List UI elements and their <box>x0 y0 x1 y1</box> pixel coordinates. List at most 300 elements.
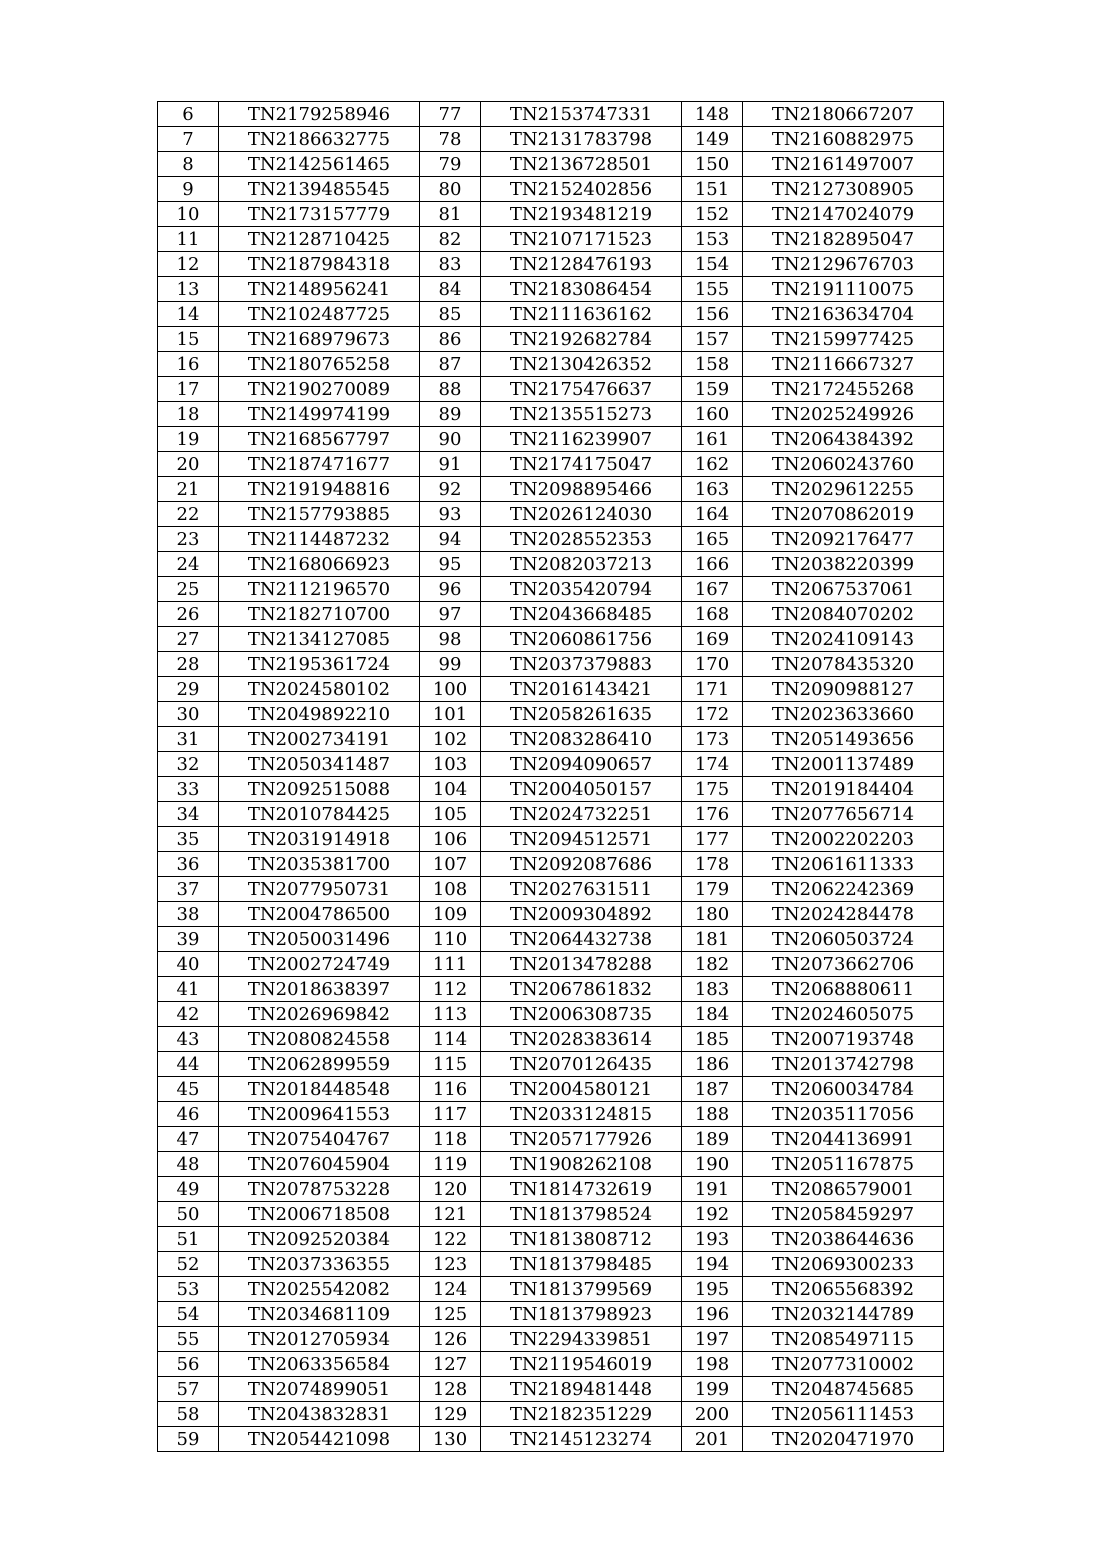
table-row <box>158 477 944 502</box>
row-number-cell: 96 <box>420 577 481 602</box>
table-row <box>158 752 944 777</box>
row-number-cell: 118 <box>420 1127 481 1152</box>
row-number-cell: 87 <box>420 352 481 377</box>
tracking-number-cell: TN2172455268 <box>743 377 944 402</box>
tracking-number-cell: TN2060503724 <box>743 927 944 952</box>
tracking-number-cell: TN2147024079 <box>743 202 944 227</box>
row-number-cell: 58 <box>158 1402 219 1427</box>
table-row <box>158 1252 944 1277</box>
row-number-cell: 20 <box>158 452 219 477</box>
row-number-cell: 195 <box>682 1277 743 1302</box>
tracking-number-cell: TN2077656714 <box>743 802 944 827</box>
row-number-cell: 52 <box>158 1252 219 1277</box>
tracking-number-cell: TN2065568392 <box>743 1277 944 1302</box>
tracking-number-cell: TN2007193748 <box>743 1027 944 1052</box>
row-number-cell: 93 <box>420 502 481 527</box>
row-number-cell: 98 <box>420 627 481 652</box>
tracking-number-cell: TN2098895466 <box>481 477 682 502</box>
tracking-number-cell: TN2134127085 <box>219 627 420 652</box>
tracking-number-cell: TN1813798485 <box>481 1252 682 1277</box>
row-number-cell: 97 <box>420 602 481 627</box>
row-number-cell: 91 <box>420 452 481 477</box>
table-row <box>158 277 944 302</box>
row-number-cell: 30 <box>158 702 219 727</box>
tracking-number-cell: TN2157793885 <box>219 502 420 527</box>
tracking-number-cell: TN2013742798 <box>743 1052 944 1077</box>
row-number-cell: 153 <box>682 227 743 252</box>
tracking-number-cell: TN2026124030 <box>481 502 682 527</box>
table-row <box>158 1027 944 1052</box>
row-number-cell: 38 <box>158 902 219 927</box>
row-number-cell: 165 <box>682 527 743 552</box>
tracking-number-cell: TN2006718508 <box>219 1202 420 1227</box>
table-row <box>158 402 944 427</box>
tracking-number-cell: TN2037379883 <box>481 652 682 677</box>
row-number-cell: 16 <box>158 352 219 377</box>
row-number-cell: 50 <box>158 1202 219 1227</box>
tracking-number-cell: TN2073662706 <box>743 952 944 977</box>
row-number-cell: 34 <box>158 802 219 827</box>
tracking-number-cell: TN2044136991 <box>743 1127 944 1152</box>
table-row <box>158 827 944 852</box>
row-number-cell: 40 <box>158 952 219 977</box>
row-number-cell: 114 <box>420 1027 481 1052</box>
tracking-number-cell: TN2018638397 <box>219 977 420 1002</box>
tracking-number-cell: TN2192682784 <box>481 327 682 352</box>
tracking-number-cell: TN2060861756 <box>481 627 682 652</box>
row-number-cell: 99 <box>420 652 481 677</box>
row-number-cell: 168 <box>682 602 743 627</box>
row-number-cell: 161 <box>682 427 743 452</box>
row-number-cell: 183 <box>682 977 743 1002</box>
tracking-number-cell: TN2168567797 <box>219 427 420 452</box>
row-number-cell: 48 <box>158 1152 219 1177</box>
row-number-cell: 100 <box>420 677 481 702</box>
tracking-number-cell: TN2092176477 <box>743 527 944 552</box>
row-number-cell: 197 <box>682 1327 743 1352</box>
table-row <box>158 652 944 677</box>
row-number-cell: 194 <box>682 1252 743 1277</box>
row-number-cell: 112 <box>420 977 481 1002</box>
row-number-cell: 113 <box>420 1002 481 1027</box>
row-number-cell: 21 <box>158 477 219 502</box>
tracking-number-cell: TN2139485545 <box>219 177 420 202</box>
tracking-number-cell: TN2080824558 <box>219 1027 420 1052</box>
row-number-cell: 28 <box>158 652 219 677</box>
row-number-cell: 160 <box>682 402 743 427</box>
tracking-number-cell: TN2057177926 <box>481 1127 682 1152</box>
tracking-number-cell: TN2180765258 <box>219 352 420 377</box>
tracking-number-cell: TN2161497007 <box>743 152 944 177</box>
row-number-cell: 8 <box>158 152 219 177</box>
row-number-cell: 86 <box>420 327 481 352</box>
table-row <box>158 1302 944 1327</box>
row-number-cell: 127 <box>420 1352 481 1377</box>
tracking-number-cell: TN2032144789 <box>743 1302 944 1327</box>
row-number-cell: 47 <box>158 1127 219 1152</box>
table-row <box>158 127 944 152</box>
tracking-number-cell: TN2159977425 <box>743 327 944 352</box>
tracking-number-cell: TN2024732251 <box>481 802 682 827</box>
tracking-number-cell: TN2010784425 <box>219 802 420 827</box>
tracking-number-cell: TN2112196570 <box>219 577 420 602</box>
row-number-cell: 39 <box>158 927 219 952</box>
tracking-number-cell: TN2058459297 <box>743 1202 944 1227</box>
row-number-cell: 10 <box>158 202 219 227</box>
table-row <box>158 952 944 977</box>
row-number-cell: 83 <box>420 252 481 277</box>
row-number-cell: 57 <box>158 1377 219 1402</box>
row-number-cell: 189 <box>682 1127 743 1152</box>
tracking-number-cell: TN2182351229 <box>481 1402 682 1427</box>
row-number-cell: 187 <box>682 1077 743 1102</box>
tracking-number-cell: TN2128710425 <box>219 227 420 252</box>
tracking-number-cell: TN2020471970 <box>743 1427 944 1452</box>
table-row <box>158 1327 944 1352</box>
table-row <box>158 252 944 277</box>
row-number-cell: 164 <box>682 502 743 527</box>
row-number-cell: 158 <box>682 352 743 377</box>
table-row <box>158 927 944 952</box>
table-row <box>158 1427 944 1452</box>
row-number-cell: 37 <box>158 877 219 902</box>
tracking-number-cell: TN2183086454 <box>481 277 682 302</box>
row-number-cell: 180 <box>682 902 743 927</box>
table-row <box>158 502 944 527</box>
tracking-number-cell: TN2002734191 <box>219 727 420 752</box>
table-row <box>158 902 944 927</box>
tracking-number-cell: TN2028552353 <box>481 527 682 552</box>
tracking-number-cell: TN2160882975 <box>743 127 944 152</box>
table-row <box>158 1152 944 1177</box>
tracking-number-cell: TN2024580102 <box>219 677 420 702</box>
row-number-cell: 89 <box>420 402 481 427</box>
row-number-cell: 106 <box>420 827 481 852</box>
tracking-number-cell: TN2077950731 <box>219 877 420 902</box>
tracking-number-cell: TN2034681109 <box>219 1302 420 1327</box>
row-number-cell: 186 <box>682 1052 743 1077</box>
row-number-cell: 15 <box>158 327 219 352</box>
row-number-cell: 117 <box>420 1102 481 1127</box>
tracking-number-cell: TN2189481448 <box>481 1377 682 1402</box>
row-number-cell: 128 <box>420 1377 481 1402</box>
tracking-number-cell: TN2043668485 <box>481 602 682 627</box>
tracking-number-cell: TN2004050157 <box>481 777 682 802</box>
row-number-cell: 54 <box>158 1302 219 1327</box>
tracking-number-cell: TN2074899051 <box>219 1377 420 1402</box>
tracking-number-cell: TN2062242369 <box>743 877 944 902</box>
row-number-cell: 84 <box>420 277 481 302</box>
row-number-cell: 18 <box>158 402 219 427</box>
row-number-cell: 163 <box>682 477 743 502</box>
row-number-cell: 120 <box>420 1177 481 1202</box>
table-row <box>158 102 944 127</box>
table-row <box>158 802 944 827</box>
row-number-cell: 12 <box>158 252 219 277</box>
tracking-number-cell: TN1813798923 <box>481 1302 682 1327</box>
row-number-cell: 26 <box>158 602 219 627</box>
row-number-cell: 85 <box>420 302 481 327</box>
tracking-number-cell: TN2163634704 <box>743 302 944 327</box>
tracking-number-cell: TN2048745685 <box>743 1377 944 1402</box>
table-body <box>158 102 944 1452</box>
row-number-cell: 45 <box>158 1077 219 1102</box>
tracking-number-cell: TN2190270089 <box>219 377 420 402</box>
table-row <box>158 452 944 477</box>
row-number-cell: 198 <box>682 1352 743 1377</box>
row-number-cell: 167 <box>682 577 743 602</box>
tracking-number-cell: TN2294339851 <box>481 1327 682 1352</box>
table-row <box>158 977 944 1002</box>
tracking-number-cell: TN2024605075 <box>743 1002 944 1027</box>
row-number-cell: 32 <box>158 752 219 777</box>
table-row <box>158 1077 944 1102</box>
tracking-number-cell: TN2009641553 <box>219 1102 420 1127</box>
tracking-number-cell: TN2131783798 <box>481 127 682 152</box>
tracking-number-cell: TN2092520384 <box>219 1227 420 1252</box>
row-number-cell: 188 <box>682 1102 743 1127</box>
row-number-cell: 111 <box>420 952 481 977</box>
table-row <box>158 202 944 227</box>
tracking-number-cell: TN2129676703 <box>743 252 944 277</box>
row-number-cell: 191 <box>682 1177 743 1202</box>
tracking-number-cell: TN2168066923 <box>219 552 420 577</box>
row-number-cell: 36 <box>158 852 219 877</box>
tracking-number-cell: TN1908262108 <box>481 1152 682 1177</box>
row-number-cell: 192 <box>682 1202 743 1227</box>
row-number-cell: 115 <box>420 1052 481 1077</box>
tracking-number-cell: TN2182710700 <box>219 602 420 627</box>
row-number-cell: 23 <box>158 527 219 552</box>
row-number-cell: 17 <box>158 377 219 402</box>
row-number-cell: 7 <box>158 127 219 152</box>
tracking-number-cell: TN2191110075 <box>743 277 944 302</box>
tracking-number-cell: TN2013478288 <box>481 952 682 977</box>
tracking-number-cell: TN2025249926 <box>743 402 944 427</box>
row-number-cell: 80 <box>420 177 481 202</box>
tracking-number-cell: TN2064384392 <box>743 427 944 452</box>
row-number-cell: 174 <box>682 752 743 777</box>
row-number-cell: 107 <box>420 852 481 877</box>
row-number-cell: 124 <box>420 1277 481 1302</box>
row-number-cell: 176 <box>682 802 743 827</box>
tracking-number-cell: TN2116667327 <box>743 352 944 377</box>
tracking-number-cell: TN2006308735 <box>481 1002 682 1027</box>
tracking-number-cell: TN2078435320 <box>743 652 944 677</box>
tracking-number-cell: TN2028383614 <box>481 1027 682 1052</box>
tracking-number-cell: TN2019184404 <box>743 777 944 802</box>
row-number-cell: 166 <box>682 552 743 577</box>
tracking-number-cell: TN2016143421 <box>481 677 682 702</box>
tracking-number-cell: TN2024109143 <box>743 627 944 652</box>
row-number-cell: 149 <box>682 127 743 152</box>
row-number-cell: 173 <box>682 727 743 752</box>
tracking-number-cell: TN2056111453 <box>743 1402 944 1427</box>
row-number-cell: 201 <box>682 1427 743 1452</box>
tracking-number-cell: TN2111636162 <box>481 302 682 327</box>
row-number-cell: 6 <box>158 102 219 127</box>
tracking-number-cell: TN2174175047 <box>481 452 682 477</box>
tracking-number-cell: TN2038220399 <box>743 552 944 577</box>
row-number-cell: 82 <box>420 227 481 252</box>
table-row <box>158 702 944 727</box>
row-number-cell: 19 <box>158 427 219 452</box>
row-number-cell: 43 <box>158 1027 219 1052</box>
row-number-cell: 182 <box>682 952 743 977</box>
row-number-cell: 90 <box>420 427 481 452</box>
tracking-number-cell: TN1813808712 <box>481 1227 682 1252</box>
tracking-number-cell: TN2058261635 <box>481 702 682 727</box>
tracking-number-cell: TN2051167875 <box>743 1152 944 1177</box>
table-row <box>158 1277 944 1302</box>
tracking-number-cell: TN2035117056 <box>743 1102 944 1127</box>
row-number-cell: 105 <box>420 802 481 827</box>
tracking-number-cell: TN2149974199 <box>219 402 420 427</box>
table-row <box>158 1402 944 1427</box>
tracking-number-cell: TN2067861832 <box>481 977 682 1002</box>
tracking-number-cell: TN2094512571 <box>481 827 682 852</box>
tracking-number-cell: TN2193481219 <box>481 202 682 227</box>
table-row <box>158 427 944 452</box>
table-row <box>158 1352 944 1377</box>
table-row <box>158 177 944 202</box>
tracking-number-cell: TN2142561465 <box>219 152 420 177</box>
table-row <box>158 1227 944 1252</box>
tracking-number-cell: TN2182895047 <box>743 227 944 252</box>
table-row <box>158 1002 944 1027</box>
tracking-number-cell: TN2195361724 <box>219 652 420 677</box>
row-number-cell: 27 <box>158 627 219 652</box>
row-number-cell: 108 <box>420 877 481 902</box>
tracking-number-cell: TN2136728501 <box>481 152 682 177</box>
table-row <box>158 577 944 602</box>
row-number-cell: 110 <box>420 927 481 952</box>
tracking-number-cell: TN2180667207 <box>743 102 944 127</box>
table-row <box>158 1177 944 1202</box>
row-number-cell: 122 <box>420 1227 481 1252</box>
row-number-cell: 179 <box>682 877 743 902</box>
tracking-number-cell: TN2054421098 <box>219 1427 420 1452</box>
tracking-number-cell: TN2083286410 <box>481 727 682 752</box>
tracking-number-cell: TN2060034784 <box>743 1077 944 1102</box>
row-number-cell: 190 <box>682 1152 743 1177</box>
tracking-number-cell: TN2187984318 <box>219 252 420 277</box>
tracking-number-cell: TN2023633660 <box>743 702 944 727</box>
row-number-cell: 42 <box>158 1002 219 1027</box>
tracking-number-cell: TN2085497115 <box>743 1327 944 1352</box>
tracking-number-cell: TN2168979673 <box>219 327 420 352</box>
row-number-cell: 175 <box>682 777 743 802</box>
tracking-number-cell: TN2012705934 <box>219 1327 420 1352</box>
row-number-cell: 125 <box>420 1302 481 1327</box>
row-number-cell: 181 <box>682 927 743 952</box>
row-number-cell: 121 <box>420 1202 481 1227</box>
table-row <box>158 527 944 552</box>
row-number-cell: 109 <box>420 902 481 927</box>
row-number-cell: 25 <box>158 577 219 602</box>
tracking-number-cell: TN1813798524 <box>481 1202 682 1227</box>
row-number-cell: 162 <box>682 452 743 477</box>
tracking-number-cell: TN2035420794 <box>481 577 682 602</box>
tracking-number-cell: TN2061611333 <box>743 852 944 877</box>
row-number-cell: 199 <box>682 1377 743 1402</box>
row-number-cell: 152 <box>682 202 743 227</box>
tracking-number-cell: TN2191948816 <box>219 477 420 502</box>
row-number-cell: 79 <box>420 152 481 177</box>
tracking-number-cell: TN2075404767 <box>219 1127 420 1152</box>
tracking-number-cell: TN2077310002 <box>743 1352 944 1377</box>
tracking-number-cell: TN2064432738 <box>481 927 682 952</box>
table-row <box>158 327 944 352</box>
tracking-number-cell: TN2127308905 <box>743 177 944 202</box>
table-row <box>158 1102 944 1127</box>
row-number-cell: 184 <box>682 1002 743 1027</box>
tracking-number-cell: TN1813799569 <box>481 1277 682 1302</box>
tracking-number-cell: TN2102487725 <box>219 302 420 327</box>
tracking-number-cell: TN2038644636 <box>743 1227 944 1252</box>
tracking-number-cell: TN2094090657 <box>481 752 682 777</box>
tracking-number-cell: TN2031914918 <box>219 827 420 852</box>
row-number-cell: 123 <box>420 1252 481 1277</box>
row-number-cell: 95 <box>420 552 481 577</box>
row-number-cell: 156 <box>682 302 743 327</box>
row-number-cell: 172 <box>682 702 743 727</box>
table-row <box>158 552 944 577</box>
table-row <box>158 1377 944 1402</box>
row-number-cell: 51 <box>158 1227 219 1252</box>
tracking-number-cell: TN2135515273 <box>481 402 682 427</box>
table-row <box>158 727 944 752</box>
row-number-cell: 11 <box>158 227 219 252</box>
row-number-cell: 35 <box>158 827 219 852</box>
tracking-number-cell: TN2051493656 <box>743 727 944 752</box>
table-row <box>158 677 944 702</box>
tracking-number-cell: TN2004580121 <box>481 1077 682 1102</box>
row-number-cell: 44 <box>158 1052 219 1077</box>
tracking-number-cell: TN2078753228 <box>219 1177 420 1202</box>
table-row <box>158 852 944 877</box>
table-row <box>158 877 944 902</box>
table-row <box>158 377 944 402</box>
tracking-number-cell: TN2070126435 <box>481 1052 682 1077</box>
tracking-number-cell: TN2070862019 <box>743 502 944 527</box>
row-number-cell: 116 <box>420 1077 481 1102</box>
tracking-number-cell: TN2049892210 <box>219 702 420 727</box>
tracking-number-cell: TN2027631511 <box>481 877 682 902</box>
row-number-cell: 59 <box>158 1427 219 1452</box>
row-number-cell: 159 <box>682 377 743 402</box>
row-number-cell: 130 <box>420 1427 481 1452</box>
tracking-number-cell: TN2145123274 <box>481 1427 682 1452</box>
row-number-cell: 104 <box>420 777 481 802</box>
row-number-cell: 33 <box>158 777 219 802</box>
row-number-cell: 9 <box>158 177 219 202</box>
row-number-cell: 129 <box>420 1402 481 1427</box>
tracking-number-cell: TN2043832831 <box>219 1402 420 1427</box>
table-row <box>158 302 944 327</box>
row-number-cell: 193 <box>682 1227 743 1252</box>
tracking-number-cell: TN2186632775 <box>219 127 420 152</box>
row-number-cell: 94 <box>420 527 481 552</box>
tracking-number-cell: TN2004786500 <box>219 902 420 927</box>
row-number-cell: 92 <box>420 477 481 502</box>
row-number-cell: 29 <box>158 677 219 702</box>
tracking-number-cell: TN2173157779 <box>219 202 420 227</box>
row-number-cell: 103 <box>420 752 481 777</box>
tracking-number-cell: TN2119546019 <box>481 1352 682 1377</box>
tracking-number-cell: TN2148956241 <box>219 277 420 302</box>
row-number-cell: 56 <box>158 1352 219 1377</box>
